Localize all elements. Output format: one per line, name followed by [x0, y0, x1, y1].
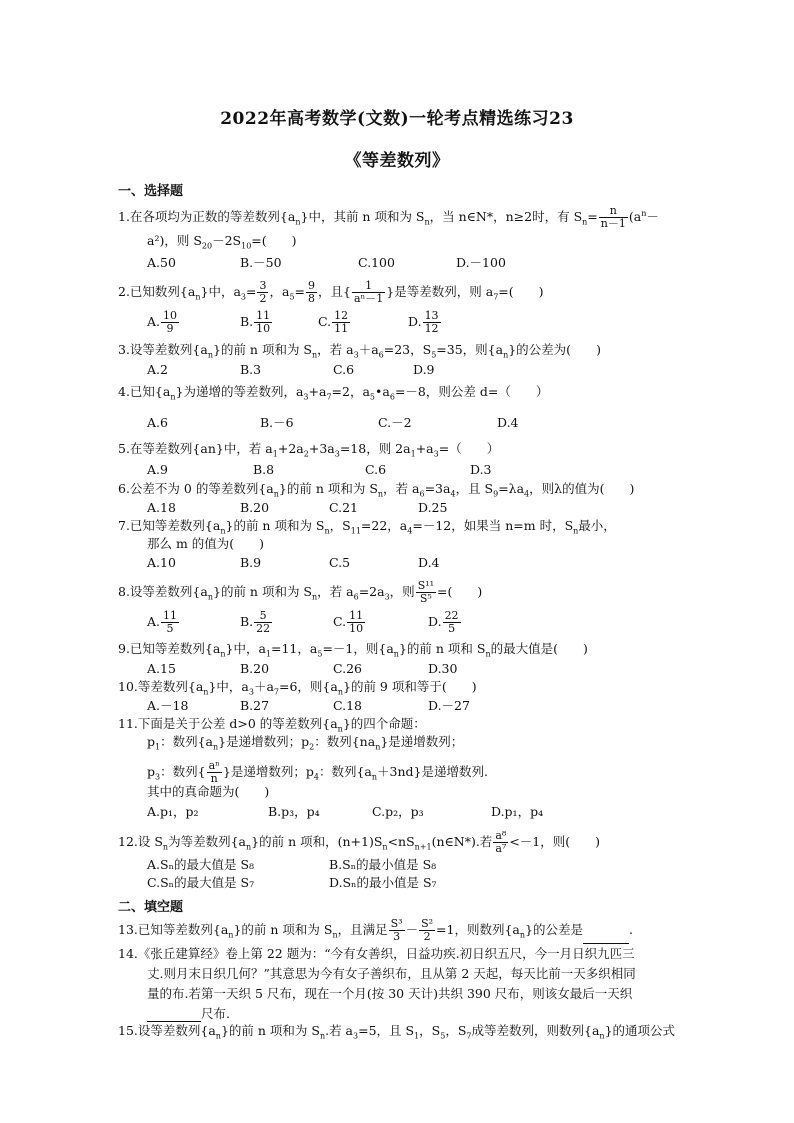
- question-14-line-4: 尺布.: [147, 1005, 230, 1022]
- question-13-answer-blank[interactable]: [583, 927, 629, 944]
- question-10-option-a: A.－18: [147, 698, 189, 713]
- question-7-option-d: D.4: [418, 555, 440, 570]
- question-11-line-3: $p_3$：数列{ $\frac{\text{aⁿ}}{n}$ }是递增数列；$p_4$：数列$\{a_n+3nd\}$是递增数列.: [147, 759, 488, 785]
- question-11-line-1: 11.下面是关于公差 d>0 的等差数列$\{a_n\}$的四个命题：: [118, 716, 426, 734]
- question-12-option-c: C.Sₙ的最大值是 S₇: [147, 875, 255, 890]
- question-5-option-b: B.8: [253, 462, 275, 477]
- question-4-option-c: C.－2: [378, 415, 412, 430]
- question-3-option-a: A.2: [147, 362, 168, 377]
- question-2-option-b: B. $\frac{11}{10}$: [240, 309, 271, 335]
- question-8-option-a: A. $\frac{11}{5}$: [147, 609, 178, 635]
- question-6-option-c: C.21: [329, 500, 358, 515]
- question-3-option-d: D.9: [413, 362, 435, 377]
- question-7-line-2: 那么 m 的值为( ): [147, 536, 265, 551]
- question-4-line: 4.已知$\{a_n\}$为递增的等差数列，$a_3+a_7=2$，$a_5•a_6=-8$，则公差 d=（ ）: [118, 384, 549, 402]
- question-4-option-b: B.－6: [260, 415, 294, 430]
- question-12-option-b: B.Sₙ的最小值是 S₈: [329, 857, 437, 872]
- question-8-line: 8.设等差数列$\{a_n\}$的前 n 项和为 $S_n$，若 $a_6=2a_3$，则 $\frac{\text{S¹¹}}{\text{S⁵}}$ =( ): [118, 579, 483, 605]
- question-5-line: 5.在等差数列{an}中，若 $a_1+2a_2+3a_3=18$，则 $2a_1+a_3=$（ ）: [118, 441, 500, 459]
- question-5-option-a: A.9: [147, 462, 168, 477]
- section-choice-heading: 一、选择题: [118, 184, 184, 199]
- question-10-option-c: C.18: [333, 698, 362, 713]
- question-6-option-d: D.25: [418, 500, 448, 515]
- question-3-option-b: B.3: [240, 362, 262, 377]
- question-1-option-b: B.－50: [240, 255, 282, 270]
- question-11-option-d: D.p₁，p₄: [491, 804, 544, 819]
- question-11-option-a: A.p₁，p₂: [147, 804, 199, 819]
- question-14-line-2: 丈.则月末日织几何？”其意思为今有女子善织布，且从第 2 天起，每天比前一天多织相同: [147, 966, 636, 981]
- question-8-option-d: D. $\frac{22}{5}$: [428, 609, 459, 635]
- question-10-option-b: B.27: [240, 698, 270, 713]
- question-9-option-b: B.20: [240, 661, 270, 676]
- question-1-fraction: $\frac{n}{n-1}$: [600, 204, 626, 230]
- question-11-line-2: $p_1$：数列$\{a_n\}$是递增数列；$p_2$：数列$\{na_n\}$是递增数列；: [147, 734, 464, 752]
- question-9-option-d: D.30: [428, 661, 458, 676]
- question-11-option-b: B.p₃，p₄: [268, 804, 320, 819]
- question-13-line: 13.已知等差数列$\{a_n\}$的前 n 项和为 $S_n$，且满足 $\frac{\text{S³}}{3}$ － $\frac{\text{S²}}{2}$ =1，则数列$\{a_n\}$的公差是 .: [118, 917, 633, 943]
- section-fill-heading: 二、填空题: [118, 900, 184, 915]
- question-8-option-c: C. $\frac{11}{10}$: [333, 609, 364, 635]
- question-7-option-a: A.10: [147, 555, 176, 570]
- question-14-line-3: 量的布.若第一天织 5 尺布，现在一个月(按 30 天计)共织 390 尺布，则该女最后一天织: [147, 986, 633, 1001]
- question-7-option-b: B.9: [240, 555, 262, 570]
- question-6-line: 6.公差不为 0 的等差数列$\{a_n\}$的前 n 项和为 $S_n$，若 $a_6=3a_4$，且 $S_9=\lambda a_4$，则λ的值为( ): [118, 481, 635, 499]
- question-5-option-d: D.3: [470, 462, 492, 477]
- question-14-answer-blank[interactable]: [147, 1005, 201, 1022]
- question-7-line-1: 7.已知等差数列$\{a_n\}$的前 n 项和为 $S_n$，$S_{11}=22$，$a_4=-12$，如果当 n=m 时，$S_n$最小，: [118, 518, 616, 536]
- question-15-line: 15.设等差数列$\{a_n\}$的前 n 项和为 $S_n$.若 $a_3=5$，且 $S_1$，$S_5$，$S_7$成等差数列，则数列$\{a_n\}$的通项公式: [118, 1023, 676, 1041]
- question-2-option-c: C. $\frac{12}{11}$: [318, 309, 349, 335]
- question-2-line: 2.已知数列$\{a_n\}$中，$a_3=$ $\frac{3}{2}$ ，$a_5=$ $\frac{9}{8}$ ，且{ $\frac{1}{\text{aⁿ－1}}$ }是等差数列，则 $a_7=$( ): [118, 279, 544, 305]
- question-2-option-d: D. $\frac{13}{12}$: [408, 309, 439, 335]
- document-subtitle: 《等差数列》: [344, 151, 450, 171]
- question-6-option-b: B.20: [240, 500, 270, 515]
- question-1-option-a: A.50: [147, 255, 176, 270]
- question-1-line-2: a²)，则 $S_{20}-2S_{10}=$( ): [147, 233, 297, 251]
- question-14-line-1: 14.《张丘建算经》卷上第 22 题为：“今有女善织，日益功疾.初日织五尺，今一月日织九匹三: [118, 946, 635, 961]
- question-7-option-c: C.5: [329, 555, 351, 570]
- question-4-option-a: A.6: [147, 415, 168, 430]
- question-3-option-c: C.6: [333, 362, 355, 377]
- question-4-option-d: D.4: [497, 415, 519, 430]
- question-5-option-c: C.6: [365, 462, 387, 477]
- question-9-option-c: C.26: [333, 661, 362, 676]
- question-6-option-a: A.18: [147, 500, 176, 515]
- question-12-option-a: A.Sₙ的最大值是 S₈: [147, 857, 255, 872]
- question-8-option-b: B. $\frac{5}{22}$: [240, 609, 271, 635]
- question-9-option-a: A.15: [147, 661, 176, 676]
- question-9-line: 9.已知等差数列$\{a_n\}$中，$a_1=11$，$a_5=-1$，则$\{a_n\}$的前 n 项和 $S_n$的最大值是( ): [118, 641, 588, 659]
- question-1-line-1: 1.在各项均为正数的等差数列$\{a_n\}$中，其前 n 项和为 $S_n$，当 n∈N*，n≥2时，有 $S_n=$ $\frac{n}{n-1}$ ($a^n-$: [118, 204, 659, 230]
- question-3-line: 3.设等差数列$\{a_n\}$的前 n 项和为 $S_n$，若 $a_3+a_6=23$，$S_5=35$，则$\{a_n\}$的公差为( ): [118, 342, 601, 360]
- question-1-option-d: D.－100: [456, 255, 506, 270]
- question-10-option-d: D.－27: [428, 698, 470, 713]
- question-2-option-a: A. $\frac{10}{9}$: [147, 309, 178, 335]
- question-10-line: 10.等差数列$\{a_n\}$中，$a_3+a_7=6$，则$\{a_n\}$的前 9 项和等于( ): [118, 679, 477, 697]
- question-11-line-4: 其中的真命题为( ): [147, 784, 270, 799]
- question-12-line: 12.设 $S_n$为等差数列$\{a_n\}$的前 n 项和，$(n+1)S_n<nS_{n+1}(n\in N*)$.若 $\frac{\text{a⁸}}{\text{a⁷}}$ <－1，则( ): [118, 829, 600, 855]
- question-1-option-c: C.100: [358, 255, 395, 270]
- question-11-option-c: C.p₂，p₃: [372, 804, 424, 819]
- question-12-option-d: D.Sₙ的最小值是 S₇: [329, 875, 437, 890]
- document-title: 2022年高考数学(文数)一轮考点精选练习23: [220, 109, 574, 129]
